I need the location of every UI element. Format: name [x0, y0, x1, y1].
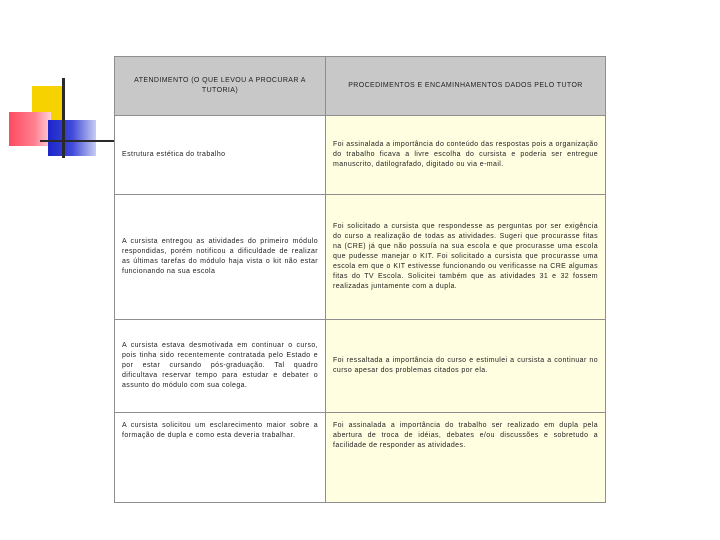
cell-procedimentos: Foi assinalada a importância do trabalho ser realizado em dupla pela abertura de troca de idéias, debates e/ou discussões e sobretudo a facilidade de responder as atividades. — [326, 413, 606, 503]
table-header-row — [115, 57, 606, 116]
table-row — [115, 195, 606, 320]
cell-procedimentos: Foi assinalada a importância do conteúdo das respostas pois a organização do trabalho ficava a livre escolha do cursista e poderia ser entregue manuscrito, datilografado, digitado ou via e-mail. — [326, 116, 606, 195]
horizontal-line-shape — [40, 140, 115, 142]
cell-atendimento: Estrutura estética do trabalho — [115, 116, 326, 195]
cell-procedimentos: Foi solicitado a cursista que respondesse as perguntas por ser exigência do curso a realização de todas as atividades. Sugeri que procurasse fitas na (CRE) já que não possuía na sua escola e que procurasse uma escola que pudesse manejar o KIT. Foi solicitado a cursista que procurasse uma escola em que o KIT estivesse funcionando ou verificasse na CRE algumas fitas do TV Escola. Solicitei também que as atividades 31 e 32 fossem realizadas juntamente com a dupla. — [326, 195, 606, 320]
blue-square-shape — [48, 120, 96, 156]
tutoring-table — [114, 56, 606, 503]
cell-atendimento: A cursista estava desmotivada em continuar o curso, pois tinha sido recentemente contratada pelo Estado e por estar cursando pós-graduação. Tal quadro dificultava reservar tempo para estudar e debater o assunto do módulo com sua colega. — [115, 320, 326, 413]
table-row — [115, 413, 606, 503]
header-procedimentos: PROCEDIMENTOS E ENCAMINHAMENTOS DADOS PELO TUTOR — [326, 57, 606, 116]
vertical-line-shape — [62, 78, 65, 158]
cell-procedimentos: Foi ressaltada a importância do curso e estimulei a cursista a continuar no curso apesar dos problemas citados por ela. — [326, 320, 606, 413]
cell-atendimento: A cursista entregou as atividades do primeiro módulo respondidas, porém notificou a dificuldade de realizar as últimas tarefas do módulo haja vista o kit não estar funcionando na sua escola — [115, 195, 326, 320]
header-atendimento: ATENDIMENTO (O QUE LEVOU A PROCURAR A TUTORIA) — [115, 57, 326, 116]
table-row — [115, 320, 606, 413]
cell-atendimento: A cursista solicitou um esclarecimento maior sobre a formação de dupla e como esta deveria trabalhar. — [115, 413, 326, 503]
table-row — [115, 116, 606, 195]
